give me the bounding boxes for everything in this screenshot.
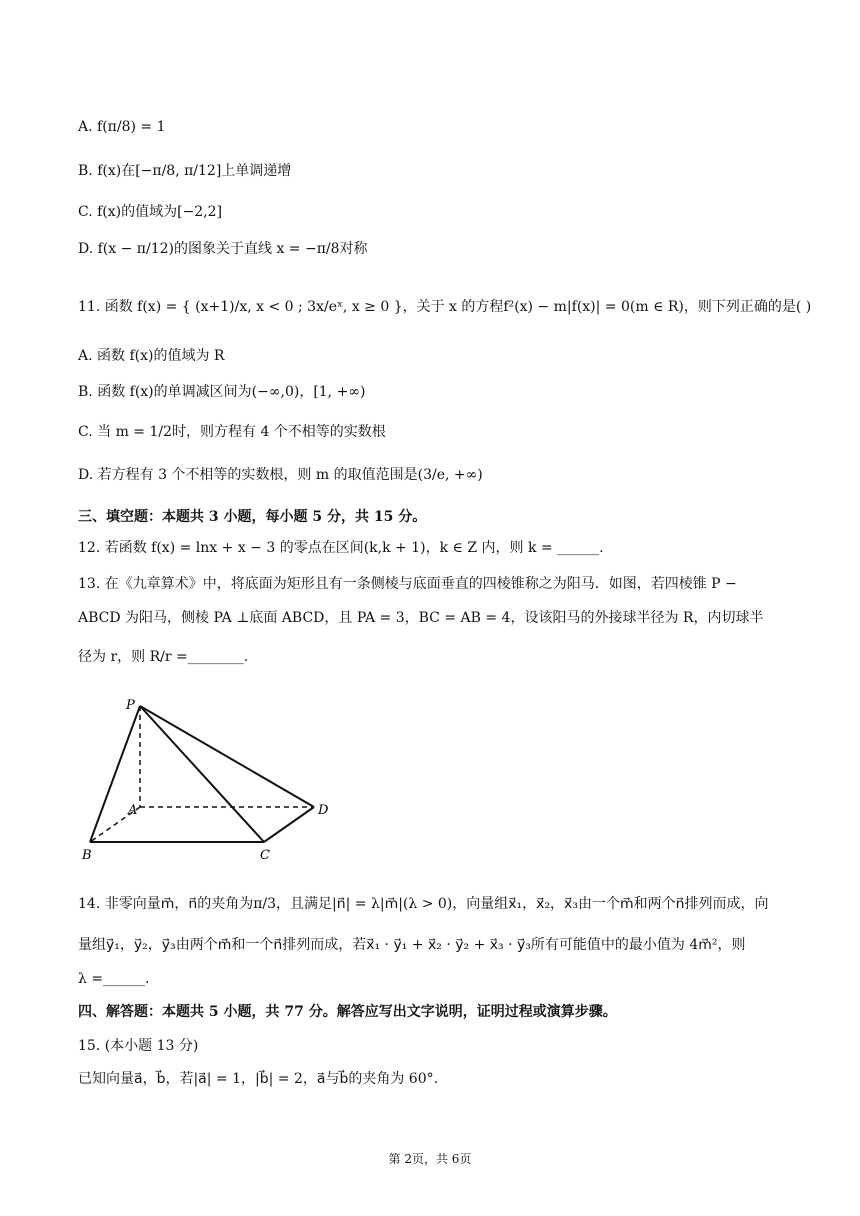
section-4-heading: 四、解答题：本题共 5 小题，共 77 分。解答应写出文字说明，证明过程或演算步骤。 <box>78 1004 617 1020</box>
q11-stem: 11. 函数 f(x) = { (x+1)/x, x < 0 ; 3x/eˣ, x ≥ 0 }，关于 x 的方程f²(x) − m|f(x)| = 0(m ∈ R)，则下列正确的是( ) <box>78 299 812 315</box>
q10-option-d: D. f(x − π/12)的图象关于直线 x = −π/8对称 <box>78 241 368 257</box>
pyramid-solid-edges <box>90 706 314 842</box>
q10-option-b: B. f(x)在[−π/8, π/12]上单调递增 <box>78 163 292 179</box>
q12: 12. 若函数 f(x) = lnx + x − 3 的零点在区间(k,k + 1)，k ∈ Z 内，则 k = ______. <box>78 540 604 556</box>
q14-line-3: λ =______. <box>78 971 150 987</box>
q13-line-2: ABCD 为阳马，侧棱 PA ⊥底面 ABCD，且 PA = 3，BC = AB = 4，设该阳马的外接球半径为 R，内切球半 <box>78 610 764 626</box>
q13-line-3: 径为 r，则 R/r =________. <box>78 649 249 665</box>
label-a: A <box>128 803 138 818</box>
section-3-heading: 三、填空题：本题共 3 小题，每小题 5 分，共 15 分。 <box>78 509 427 525</box>
q10-option-a: A. f(π/8) = 1 <box>78 119 166 135</box>
q11-option-a: A. 函数 f(x)的值域为 R <box>78 348 225 364</box>
pyramid-figure <box>78 690 348 865</box>
q15-title: 15. (本小题 13 分) <box>78 1038 199 1054</box>
q11-option-d: D. 若方程有 3 个不相等的实数根，则 m 的取值范围是(3/e, +∞) <box>78 467 483 483</box>
q10-option-c: C. f(x)的值域为[−2,2] <box>78 204 223 220</box>
q15-stem: 已知向量a⃗，b⃗，若|a⃗| = 1，|b⃗| = 2，a⃗与b⃗的夹角为 60°. <box>78 1071 439 1087</box>
q11-option-c: C. 当 m = 1/2时，则方程有 4 个不相等的实数根 <box>78 424 386 440</box>
q14-line-2: 量组y⃗₁，y⃗₂，y⃗₃由两个m⃗和一个n⃗排列而成，若x⃗₁ · y⃗₁ + x⃗₂ · y⃗₂ + x⃗₃ · y⃗₃所有可能值中的最小值为 4m⃗²，则 <box>78 937 746 953</box>
page-footer: 第 2页，共 6页 <box>388 1152 472 1166</box>
label-d: D <box>318 803 329 818</box>
q11-option-b: B. 函数 f(x)的单调减区间为(−∞,0)，[1, +∞) <box>78 384 366 400</box>
q13-line-1: 13. 在《九章算术》中，将底面为矩形且有一条侧棱与底面垂直的四棱锥称之为阳马．如图，若四棱锥 P − <box>78 576 737 592</box>
label-p: P <box>126 698 135 713</box>
label-c: C <box>260 848 270 863</box>
label-b: B <box>82 848 92 863</box>
q14-line-1: 14. 非零向量m⃗，n⃗的夹角为π/3，且满足|n⃗| = λ|m⃗|(λ > 0)，向量组x⃗₁，x⃗₂，x⃗₃由一个m⃗和两个n⃗排列而成，向 <box>78 896 769 912</box>
